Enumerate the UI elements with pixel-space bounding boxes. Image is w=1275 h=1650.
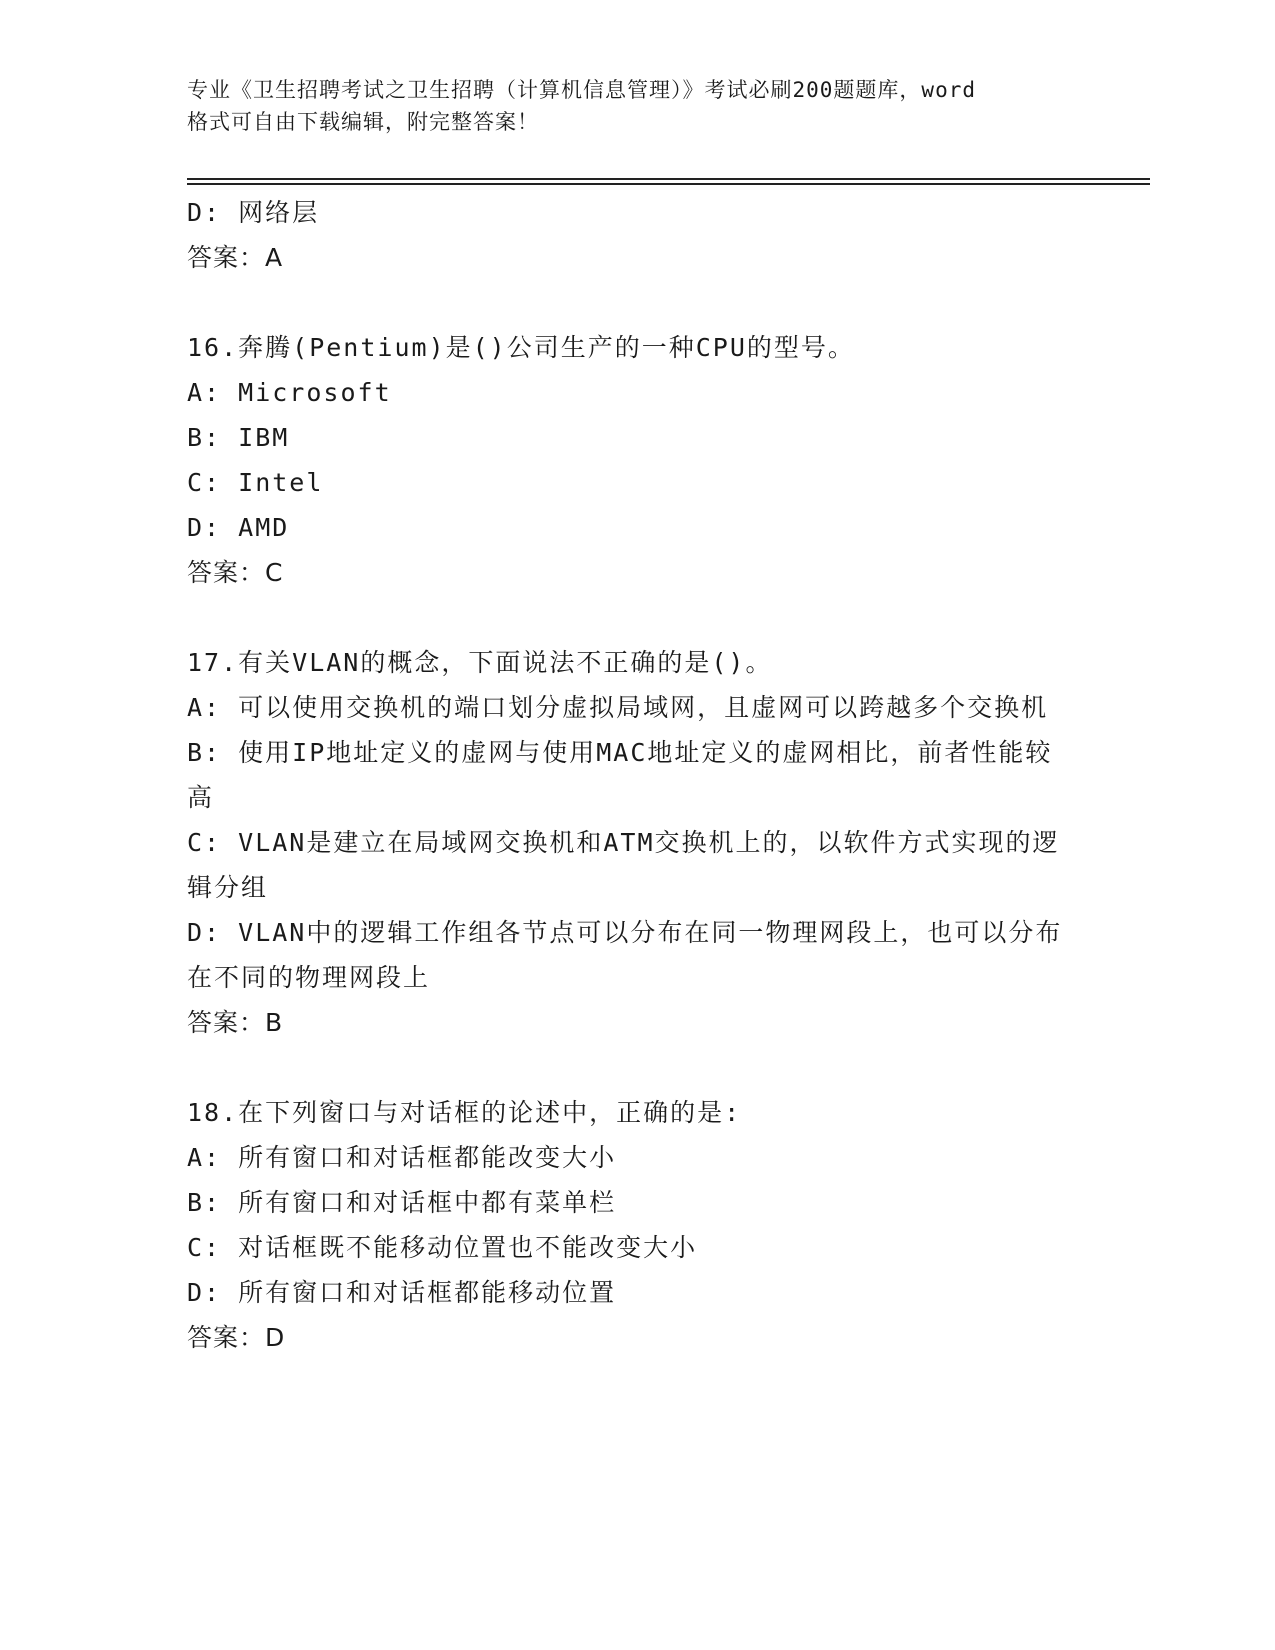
spacer — [187, 280, 1077, 325]
option-b: B: 使用IP地址定义的虚网与使用MAC地址定义的虚网相比，前者性能较高 — [187, 738, 1053, 812]
question-stem: 18.在下列窗口与对话框的论述中，正确的是: — [187, 1098, 742, 1127]
header-divider-top — [187, 178, 1150, 180]
option-b: B: 所有窗口和对话框中都有菜单栏 — [187, 1188, 617, 1217]
option-b: B: IBM — [187, 423, 290, 452]
question-stem: 17.有关VLAN的概念，下面说法不正确的是()。 — [187, 648, 773, 677]
previous-question-tail — [187, 190, 1077, 280]
option-d: D: AMD — [187, 513, 290, 542]
answer-line: 答案：C — [187, 558, 284, 587]
header-line-2: 格式可自由下载编辑，附完整答案！ — [187, 110, 539, 134]
option-d: D: 所有窗口和对话框都能移动位置 — [187, 1278, 617, 1307]
question-18 — [187, 1090, 1077, 1360]
option-a: A: 可以使用交换机的端口划分虚拟局域网，且虚网可以跨越多个交换机 — [187, 693, 1049, 722]
question-16 — [187, 325, 1077, 595]
header-divider-bottom — [187, 183, 1150, 185]
option-d: D: VLAN中的逻辑工作组各节点可以分布在同一物理网段上，也可以分布在不同的物理网段上 — [187, 918, 1063, 992]
option-c: C: Intel — [187, 468, 324, 497]
option-c: C: VLAN是建立在局域网交换机和ATM交换机上的，以软件方式实现的逻辑分组 — [187, 828, 1060, 902]
page-header — [187, 74, 1087, 138]
answer-line: 答案：B — [187, 1008, 284, 1037]
option-a: A: 所有窗口和对话框都能改变大小 — [187, 1143, 617, 1172]
question-17 — [187, 640, 1077, 1045]
spacer — [187, 595, 1077, 640]
answer-line: 答案：A — [187, 243, 284, 272]
option-c: C: 对话框既不能移动位置也不能改变大小 — [187, 1233, 698, 1262]
question-stem: 16.奔腾(Pentium)是()公司生产的一种CPU的型号。 — [187, 333, 855, 362]
header-line-1: 专业《卫生招聘考试之卫生招聘（计算机信息管理）》考试必刷200题题库，word — [187, 78, 976, 102]
answer-line: 答案：D — [187, 1323, 286, 1352]
page-content — [187, 190, 1077, 1360]
option-d: D: 网络层 — [187, 198, 320, 227]
spacer — [187, 1045, 1077, 1090]
option-a: A: Microsoft — [187, 378, 392, 407]
